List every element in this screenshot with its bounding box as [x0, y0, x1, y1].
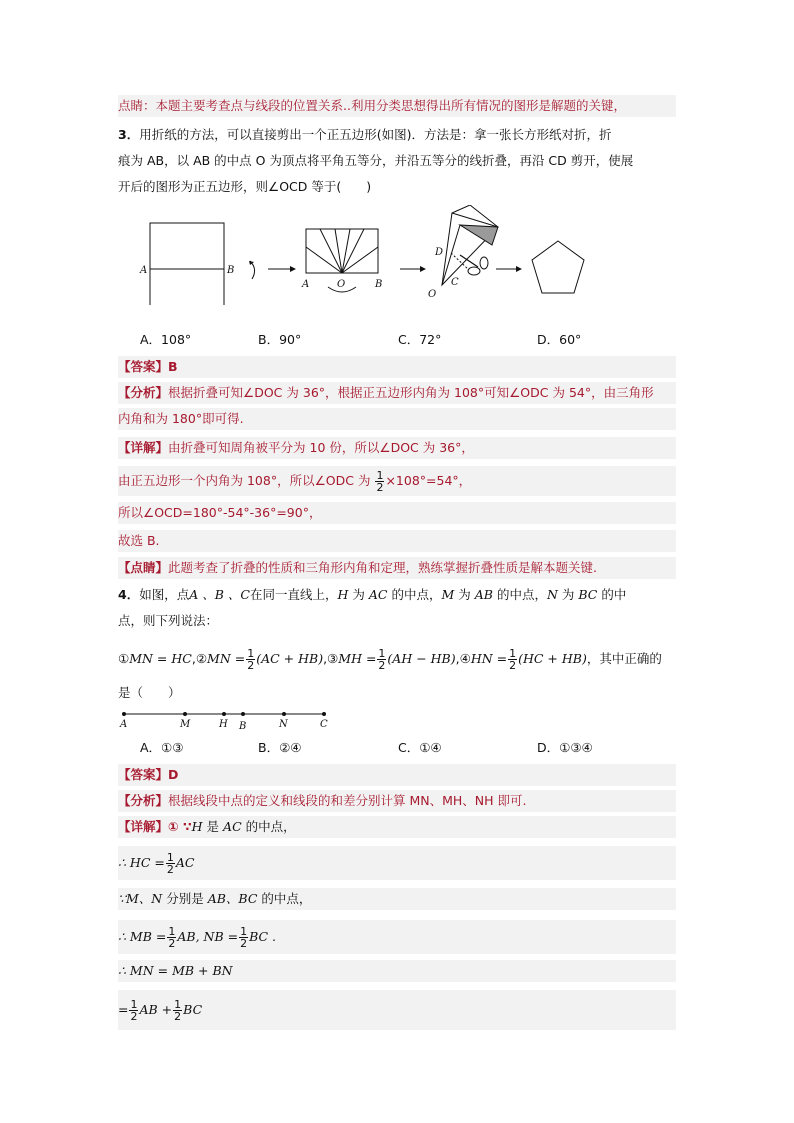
q3-option-b[interactable]: B．90° — [258, 332, 302, 347]
q2-dianjing: 点睛：本题主要考查点与线段的位置关系..利用分类思想得出所有情况的图形是解题的关键， — [118, 95, 676, 117]
q3-number: 3． — [118, 127, 140, 142]
q3-analysis-line2: 内角和为 180°即可得. — [118, 408, 676, 430]
q4-analysis: 【分析】根据线段中点的定义和线段的和差分别计算 MN、MH、NH 即可. — [118, 790, 676, 812]
q3-answer: 【答案】B — [118, 356, 676, 378]
q4-segment-figure — [118, 706, 348, 732]
q4-detail-line4: ∴ MB = $\frac{1}{2}$ AB, NB = $\frac{1}{2}$ BC . — [118, 920, 676, 954]
q4-option-c[interactable]: C．①④ — [398, 740, 442, 755]
q4-option-a[interactable]: A．①③ — [140, 740, 184, 755]
point-m — [183, 712, 187, 716]
q4-option-b[interactable]: B．②④ — [258, 740, 302, 755]
scissors-icon — [468, 267, 480, 275]
q4-option-d[interactable]: D．①③④ — [537, 740, 593, 755]
svg-text:N: N — [279, 719, 288, 730]
label-c: C — [451, 277, 459, 288]
q3-option-a[interactable]: A．108° — [140, 332, 192, 347]
q3-option-d[interactable]: D．60° — [537, 332, 582, 347]
q3-stem-line2: 痕为 AB，以 AB 的中点 O 为顶点将平角五等分，并沿五等分的线折叠，再沿 CD 剪开，使展 — [118, 153, 634, 168]
fraction-half: $\frac{1}{2}$ — [376, 469, 384, 494]
q4-statements: ①MN = HC,②MN = $\frac{1}{2}$ (AC + HB),③MH = $\frac{1}{2}$ (AH − HB),④HN = $\frac{1}{2}$ (HC + HB)，其中正确的 — [118, 647, 662, 672]
q3-detail-line1: 【详解】由折叠可知周角被平分为 10 份，所以∠DOC 为 36°， — [118, 437, 676, 459]
q4-detail-line5: ∴ MN = MB + BN — [118, 960, 676, 982]
svg-text:C: C — [320, 719, 328, 730]
point-b — [241, 712, 245, 716]
q4-stem-line2: 点，则下列说法： — [118, 613, 219, 628]
label-b1: B — [227, 265, 235, 276]
svg-text:B: B — [239, 721, 247, 732]
q3-stem-line1: 3．用折纸的方法，可以直接剪出一个正五边形(如图)．方法是：拿一张长方形纸对折，折 — [118, 127, 612, 142]
q3-stem-line3: 开后的图形为正五边形，则∠OCD 等于( ) — [118, 179, 372, 194]
q4-detail-line1: 【详解】① ∵H 是 AC 的中点， — [118, 816, 676, 838]
q3-detail-line2: 由正五边形一个内角为 108°，所以∠ODC 为 $\frac{1}{2}$ ×108°=54°， — [118, 466, 676, 496]
folded-wedge-with-scissors — [442, 205, 498, 285]
label-a2: A — [302, 279, 310, 290]
pentagon-shape — [532, 241, 584, 293]
folded-half-with-rays — [306, 229, 378, 273]
q4-detail-line6: = $\frac{1}{2}$ AB + $\frac{1}{2}$ BC — [118, 990, 676, 1030]
svg-text:H: H — [219, 719, 228, 730]
label-o2: O — [337, 279, 346, 290]
q3-option-c[interactable]: C．72° — [398, 332, 442, 347]
q3-detail-line4: 故选 B. — [118, 530, 676, 552]
q4-detail-line3: ∵M、N 分别是 AB、BC 的中点， — [118, 888, 676, 910]
q4-detail-line2: ∴ HC = $\frac{1}{2}$ AC — [118, 846, 676, 880]
svg-text:A: A — [120, 719, 128, 730]
point-c — [322, 712, 326, 716]
label-b2: B — [375, 279, 383, 290]
q4-stem-line1: 4．如图，点A 、B 、C在同一直线上，H 为 AC 的中点，M 为 AB 的中点，N 为 BC 的中 — [118, 587, 627, 602]
q4-stem-line4: 是（ ） — [118, 685, 181, 700]
label-o3: O — [428, 289, 437, 300]
point-n — [282, 712, 286, 716]
q4-answer: 【答案】D — [118, 764, 676, 786]
svg-text:M: M — [180, 719, 191, 730]
label-a1: A — [140, 265, 148, 276]
q3-figure — [130, 205, 600, 305]
q3-dianjing: 【点睛】此题考查了折叠的性质和三角形内角和定理，熟练掌握折叠性质是解本题关键. — [118, 557, 676, 579]
paper-rectangle — [150, 223, 224, 305]
point-h — [222, 712, 226, 716]
point-a — [122, 712, 126, 716]
q3-analysis-line1: 【分析】根据折叠可知∠DOC 为 36°，根据正五边形内角为 108°可知∠ODC 为 54°，由三角形 — [118, 382, 676, 404]
label-d: D — [435, 247, 444, 258]
q3-detail-line3: 所以∠OCD=180°-54°-36°=90°， — [118, 502, 676, 524]
